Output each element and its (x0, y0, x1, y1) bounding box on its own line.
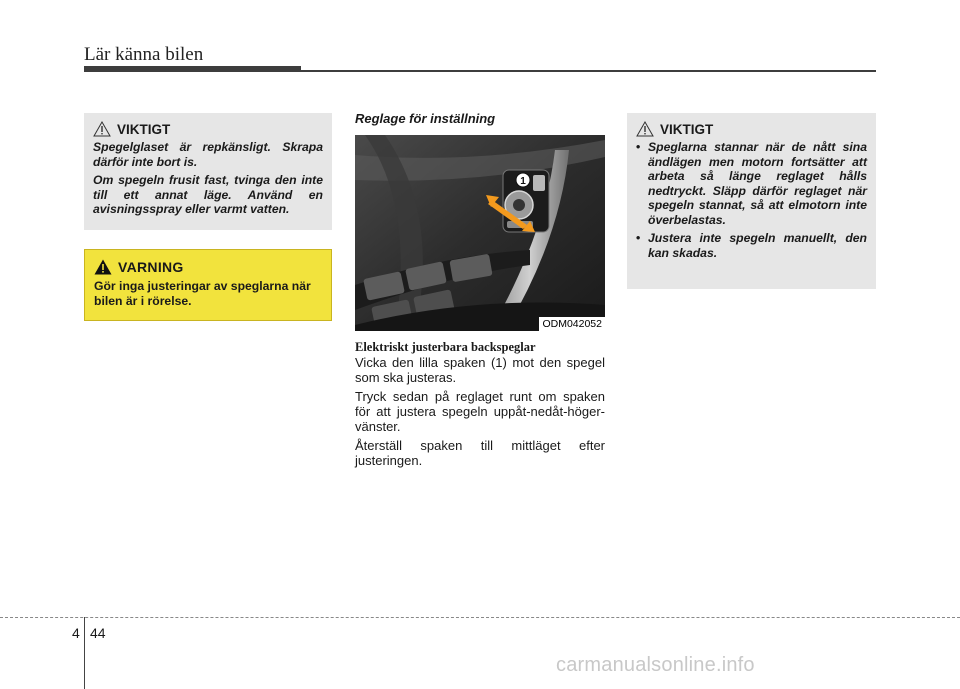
warning-heading-text: VARNING (118, 259, 184, 275)
important-bullet: • Justera inte spegeln manuellt, den kan skadas. (636, 231, 867, 260)
important-notice-left (84, 113, 332, 230)
caution-triangle-icon (636, 121, 654, 137)
warning-heading (94, 259, 322, 275)
important-heading-left (93, 121, 323, 137)
important-bullet: • Speglarna stannar när de nått sina ändlägen men motorn fortsätter att arbeta så länge reglaget hålls nedtryckt. Släpp därför reglaget när spegeln stannat, så att elmotorn inte överbelastas. (636, 140, 867, 227)
callout-number: 1 (520, 176, 526, 187)
instruction-paragraph: Vicka den lilla spaken (1) mot den spegel som ska justeras. (355, 355, 605, 385)
watermark: carmanualsonline.info (556, 654, 755, 676)
important-paragraph: Spegelglaset är repkänsligt. Skrapa därför inte bort is. (93, 140, 323, 169)
important-heading-right (636, 121, 867, 137)
section-title: Reglage för inställning (355, 111, 496, 126)
door-mirror-control-photo (355, 135, 605, 331)
warning-text: Gör inga justeringar av speglarna när bilen är i rörelse. (94, 279, 311, 308)
image-caption: Elektriskt justerbara backspeglar (355, 340, 536, 354)
chapter-number: 4 (72, 625, 80, 641)
important-bullet-list (636, 140, 867, 260)
footer-divider (84, 617, 85, 689)
door-panel-illustration (355, 135, 605, 331)
instruction-paragraph: Återställ spaken till mittläget efter justeringen. (355, 438, 605, 468)
image-reference-label: ODM042052 (539, 317, 605, 331)
important-notice-right (627, 113, 876, 289)
caution-triangle-icon (93, 121, 111, 137)
footer-dashed-rule (0, 617, 960, 618)
header-rule-thick (84, 66, 301, 72)
page-number: 44 (90, 625, 106, 641)
important-paragraph: Om spegeln frusit fast, tvinga den inte till ett annat läge. Använd en avisningsspray eller varmt vatten. (93, 173, 323, 216)
header-rule-thin (301, 70, 876, 72)
instruction-text (355, 355, 605, 472)
warning-notice (84, 249, 332, 321)
instruction-paragraph: Tryck sedan på reglaget runt om spaken för att justera spegeln uppåt-nedåt-höger-vänster. (355, 389, 605, 434)
page-header-title: Lär känna bilen (84, 44, 204, 65)
warning-triangle-icon (94, 259, 112, 275)
important-heading-text: VIKTIGT (660, 121, 714, 137)
important-heading-text: VIKTIGT (117, 121, 171, 137)
